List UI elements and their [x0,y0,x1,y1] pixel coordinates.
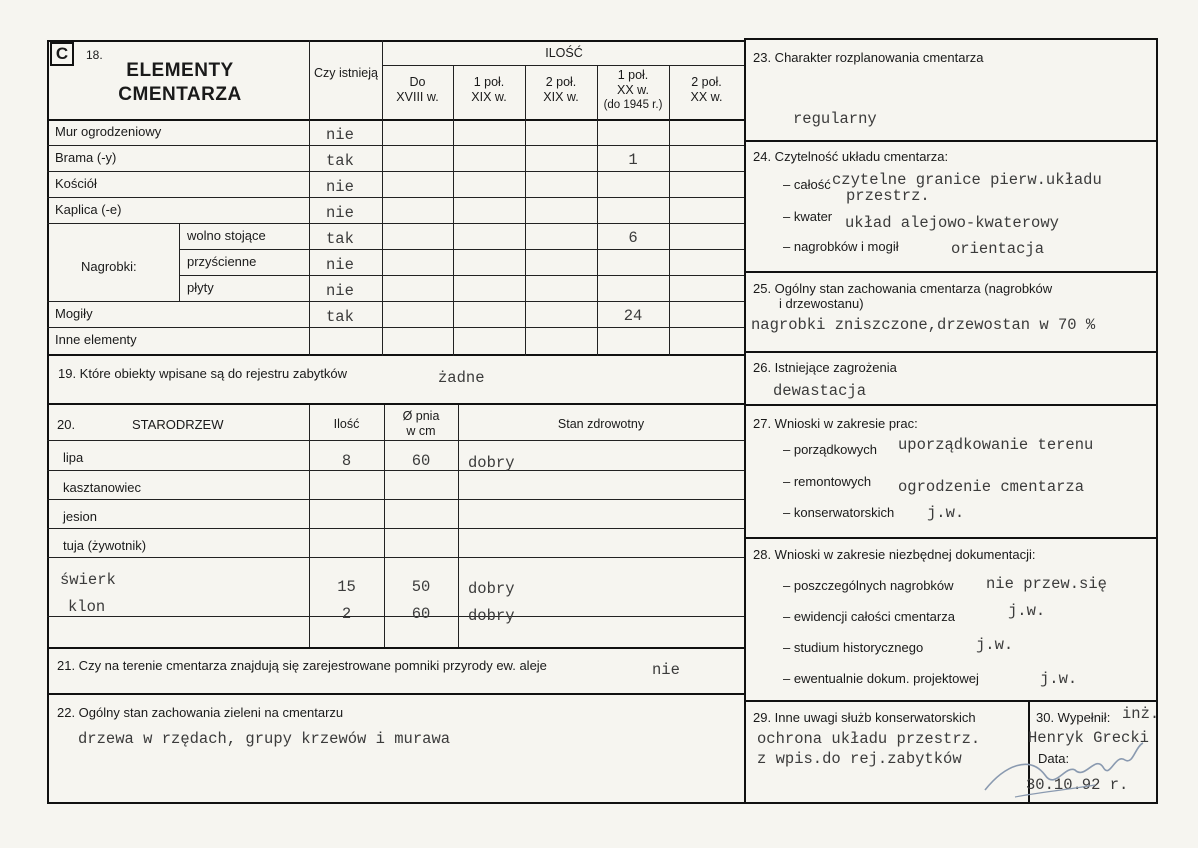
section-24-label: 24. Czytelność układu cmentarza: [753,149,949,164]
tree-row-name: klon [68,598,106,616]
s24-item-0-label: – całość [783,177,831,192]
s28-item-2-label: – studium historycznego [783,640,924,655]
period-header-3-l2: XX w. [617,83,649,97]
element-row-label: Mogiły [55,306,93,321]
s24-item-0-value2: przestrz. [846,187,930,205]
element-row-label: płyty [187,280,214,295]
period-header-2-l1: 2 poł. [545,75,577,89]
section-23-label: 23. Charakter rozplanowania cmentarza [753,50,984,65]
section-20-number: 20. [57,417,76,432]
element-row-label: wolno stojące [187,228,266,243]
section-25-label-l1: 25. Ogólny stan zachowania cmentarza (nagrobków [753,281,1053,296]
element-row-label: Brama (-y) [55,150,117,165]
period-header-4-l2: XX w. [690,90,723,104]
nagrobki-label: Nagrobki: [81,259,137,274]
tree-row-qty: 2 [341,605,352,623]
section-30-date-value: 30.10.92 r. [1026,776,1129,794]
col-exists-header: Czy istnieją [314,66,378,80]
period-header-4-l1: 2 poł. [691,75,722,89]
col-diameter-header-l2: w cm [406,424,436,438]
s28-item-1-value: j.w. [1008,602,1046,620]
element-row-exists: nie [326,126,354,144]
s27-item-1-value: ogrodzenie cmentarza [898,478,1085,496]
section-25-value: nagrobki zniszczone,drzewostan w 70 % [751,316,1096,334]
element-row-label: Kościół [55,176,97,191]
element-row-exists: tak [326,152,354,170]
section-30-label: 30. Wypełnił: [1036,710,1111,725]
s28-item-0-value: nie przew.się [986,575,1107,593]
section-19-value: żadne [438,369,485,387]
period-header-2-l2: XIX w. [543,90,579,104]
s24-item-2-value: orientacja [951,240,1045,258]
s28-item-0-label: – poszczególnych nagrobków [783,578,954,593]
tree-row-health: dobry [468,454,515,472]
tree-row-diameter: 60 [411,605,431,623]
s27-item-2-value: j.w. [927,504,965,522]
section-23-value: regularny [793,110,877,128]
s28-item-3-label: – ewentualnie dokum. projektowej [783,671,979,686]
section-letter-badge: C [50,42,74,66]
element-row-label: Kaplica (-e) [55,202,122,217]
section-29-value-l2: z wpis.do rej.zabytków [757,750,962,768]
section-26-label: 26. Istniejące zagrożenia [753,360,897,375]
element-row-count: 24 [623,307,643,325]
section-20-title: STARODRZEW [132,417,224,432]
s24-item-2-label: – nagrobków i mogił [783,239,899,254]
section-21-label: 21. Czy na terenie cmentarza znajdują się zarejestrowane pomniki przyrody ew. aleje [57,658,547,673]
col-health-header: Stan zdrowotny [557,417,645,431]
section-28-label: 28. Wnioski w zakresie niezbędnej dokumentacji: [753,547,1036,562]
tree-row-diameter: 50 [411,578,431,596]
section-29-value-l1: ochrona układu przestrz. [757,730,981,748]
element-row-count: 1 [628,151,638,169]
period-header-1-l2: XIX w. [471,90,507,104]
s27-item-0-value: uporządkowanie terenu [898,436,1094,454]
s28-item-1-label: – ewidencji całości cmentarza [783,609,955,624]
element-row-exists: nie [326,282,354,300]
tree-row-name: świerk [60,571,116,589]
s28-item-2-value: j.w. [976,636,1014,654]
tree-row-name: lipa [63,450,84,465]
period-header-1-l1: 1 poł. [473,75,505,89]
element-row-exists: nie [326,178,354,196]
section-29-label: 29. Inne uwagi służb konserwatorskich [753,710,976,725]
s28-item-3-value: j.w. [1040,670,1078,688]
section-26-value: dewastacja [773,382,867,400]
tree-row-qty: 15 [337,578,356,596]
section-30-date-label: Data: [1038,751,1070,766]
element-row-label: Mur ogrodzeniowy [55,124,162,139]
section-21-value: nie [652,661,680,679]
period-header-3-l1: 1 poł. [617,68,649,82]
s27-item-2-label: – konserwatorskich [783,505,895,520]
section-22-label: 22. Ogólny stan zachowania zieleni na cmentarzu [57,705,344,720]
section-22-value: drzewa w rzędach, grupy krzewów i murawa [78,730,451,748]
element-row-exists: nie [326,204,354,222]
signature-mark [975,735,1155,805]
tree-row-name: kasztanowiec [63,480,142,495]
section-27-label: 27. Wnioski w zakresie prac: [753,416,918,431]
s27-item-1-label: – remontowych [783,474,872,489]
element-row-label: Inne elementy [55,332,137,347]
section-30-value-l1: inż. [1122,705,1160,723]
tree-row-name: tuja (żywotnik) [63,538,147,553]
tree-row-qty: 8 [341,452,352,470]
element-row-exists: tak [326,308,354,326]
section-19-label: 19. Które obiekty wpisane są do rejestru zabytków [58,366,348,381]
element-row-label: przyścienne [187,254,257,269]
tree-row-health: dobry [468,607,515,625]
ilosc-header: ILOŚĆ [545,46,583,60]
period-header-0-l1: Do [409,75,426,89]
section-18-number: 18. [86,48,103,62]
section-18-title-line1: ELEMENTY [126,60,234,81]
element-row-exists: tak [326,230,354,248]
s27-item-0-label: – porządkowych [783,442,877,457]
col-diameter-header-l1: Ø pnia [402,409,440,423]
tree-row-name: jesion [63,509,97,524]
section-18-title-line2: CMENTARZA [118,84,242,105]
s24-item-0-value: czytelne granice pierw.układu [832,171,1102,189]
col-qty-header: Ilość [333,417,360,431]
element-row-exists: nie [326,256,354,274]
s24-item-1-value: układ alejowo-kwaterowy [845,214,1059,232]
s24-item-1-label: – kwater [783,209,833,224]
period-header-0-l2: XVIII w. [396,90,439,104]
tree-row-diameter: 60 [411,452,431,470]
period-header-3-l3: (do 1945 r.) [603,99,663,111]
tree-row-health: dobry [468,580,515,598]
section-25-label-l2: i drzewostanu) [779,296,864,311]
section-30-value-l2: Henryk Grecki [1028,729,1149,747]
element-row-count: 6 [628,229,638,247]
